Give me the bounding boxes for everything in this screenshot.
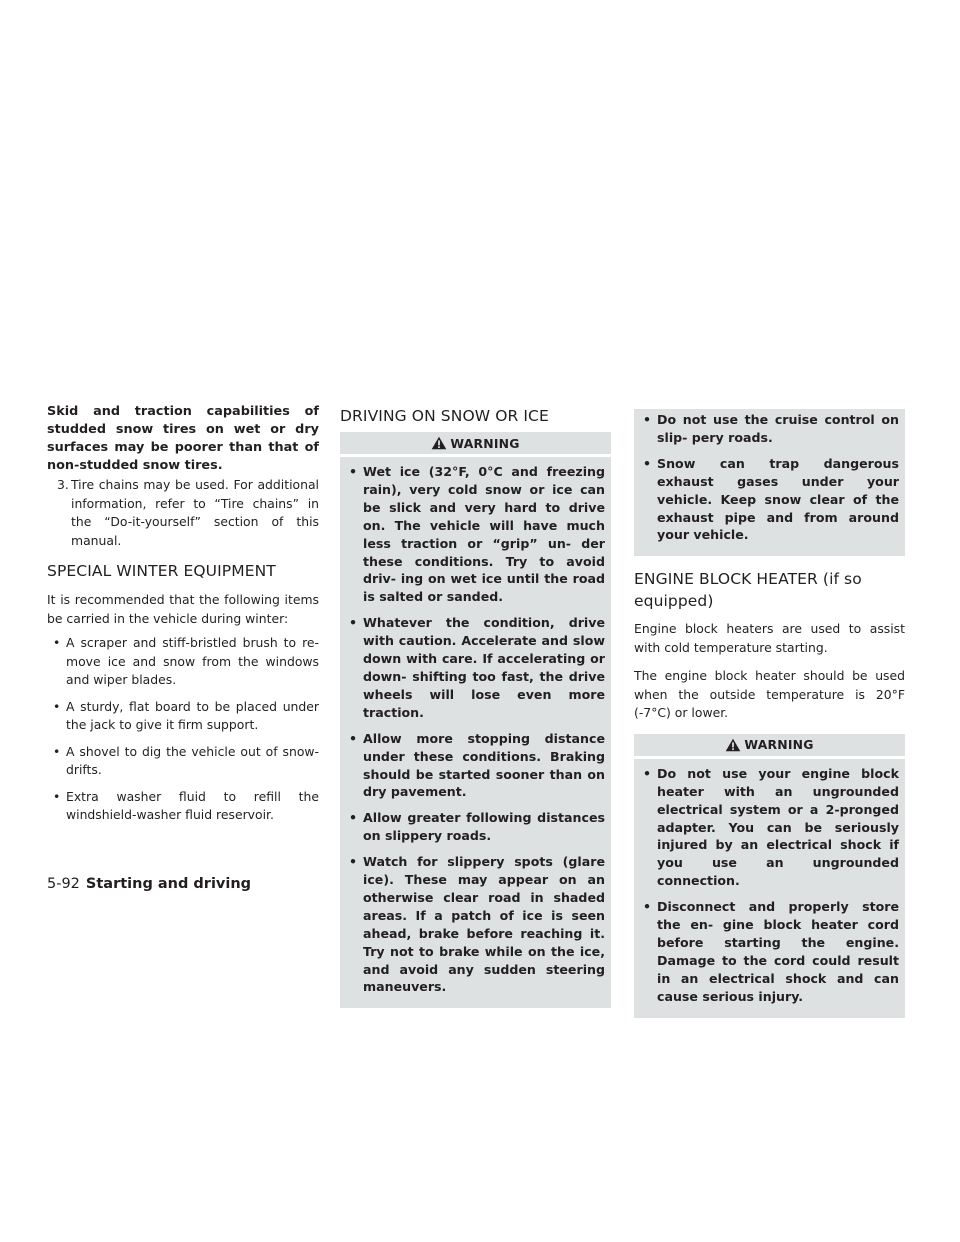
section-heading-snow-ice: DRIVING ON SNOW OR ICE [340,407,549,425]
list-item: • Do not use the cruise control on slip- pery roads. [643,412,899,445]
list-item: • A sturdy, flat board to be placed under the jack to give it firm support. [53,698,319,732]
warning-header [634,734,905,759]
heater-para-1: Engine block heaters are used to assist with cold temperature starting. [634,621,905,655]
warning-triangle-icon [431,436,447,450]
list-item: • Do not use your engine block heater with an ungrounded electrical system or a 2-pronged adapter. You can be seriously injured by an electrical shock if you use an ungrounded connection. [643,765,899,889]
column-left [47,403,319,833]
heater-para-2: The engine block heater should be used when the outside temperature is 20°F (-7°C) or lower. [634,668,905,721]
list-item: • Whatever the condition, drive with caution. Accelerate and slow down with care. If accelerating or down- shifting too fast, the drive wheels will lose even more traction. [349,615,605,720]
page-footer [47,876,251,892]
page-number: 5-92 [47,876,80,892]
warning-header [340,432,611,457]
warning-list [640,411,899,544]
warning-box-block-heater [634,734,905,1018]
warning-list [640,765,899,1006]
winter-equipment-list [47,634,319,825]
list-item: • Extra washer fluid to refill the windshield-washer fluid reservoir. [53,788,319,822]
warning-label: WARNING [744,737,814,753]
list-item: • Allow greater following distances on slippery roads. [349,810,605,844]
list-item: • Watch for slippery spots (glare ice). These may appear on an otherwise clear road in shaded areas. If a patch of ice is seen ahead, brake before reaching it. Try not to brake while on the ice, and avoid any sudden steering maneuvers. [349,854,605,995]
item-text: Tire chains may be used. For additional information, refer to “Tire chains” in the “Do-it-yourself” section of this manual. [71,477,319,548]
column-middle [340,405,611,1008]
item-number: 3. [57,477,69,492]
list-item: • A scraper and stiff-bristled brush to re- move ice and snow from the windows and wiper blades. [53,635,319,687]
section-name: Starting and driving [85,876,252,892]
warning-label: WARNING [450,435,520,451]
warning-box-snow-ice [340,432,611,1008]
list-item: • Allow more stopping distance under these conditions. Braking should be started sooner than on dry pavement. [349,730,605,800]
winter-intro: It is recommended that the following items be carried in the vehicle during winter: [47,592,319,626]
list-item: • Snow can trap dangerous exhaust gases under your vehicle. Keep snow clear of the exhaust pipe and from around your vehicle. [643,455,899,543]
studded-tires-note: Skid and traction capabilities of studded snow tires on wet or dry surfaces may be poorer than that of non-studded snow tires. [47,404,319,473]
section-heading-block-heater: ENGINE BLOCK HEATER (if so equipped) [634,570,862,611]
list-item: • A shovel to dig the vehicle out of snow- drifts. [53,743,319,777]
numbered-item-3 [47,476,319,550]
list-item: • Disconnect and properly store the en- gine block heater cord before starting the engine. Damage to the cord could result in an electrical shock and can cause serious injury. [643,899,899,1004]
warning-list [346,463,605,996]
section-heading-winter-equipment: SPECIAL WINTER EQUIPMENT [47,562,276,580]
warning-triangle-icon [725,738,741,752]
warning-box-continued [634,409,905,556]
column-right [634,409,905,1018]
list-item: • Wet ice (32°F, 0°C and freezing rain), very cold snow or ice can be slick and very hard to drive on. The vehicle will have much less traction or “grip” un- der these conditions. Try to avoid driv- ing on wet ice until the road is salted or sanded. [349,464,605,605]
